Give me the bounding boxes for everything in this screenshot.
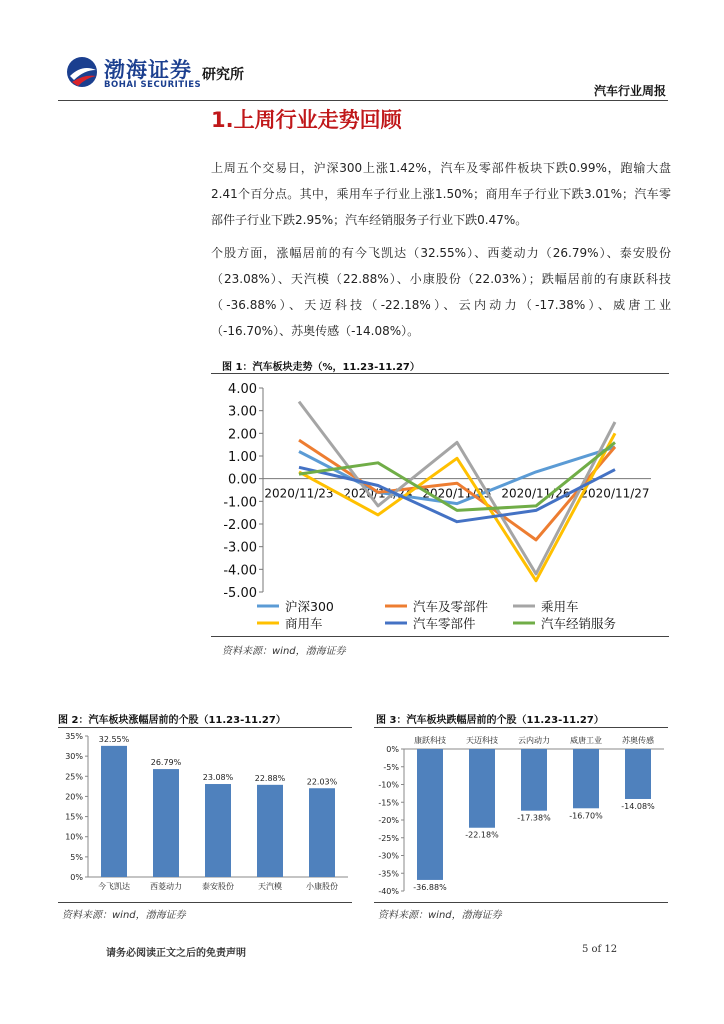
y-tick-label: 0.00 [228,472,257,488]
figure3-caption: 图 3：汽车板块跌幅居前的个股（11.23-11.27） [376,715,604,726]
data-label: 22.88% [254,773,286,783]
y-tick-label: 0% [70,873,83,882]
figure1-caption: 图 1：汽车板块走势（%，11.23-11.27） [222,362,420,373]
y-tick-label: 0% [386,745,399,754]
category-label: 小康股份 [306,882,338,891]
bar [469,749,495,828]
category-label: 云内动力 [518,736,550,745]
y-tick-label: 20% [65,792,83,802]
x-tick-label: 2020/11/25 [422,486,492,501]
y-tick-label: -25% [378,833,399,843]
x-tick-label: 2020/11/24 [343,486,413,501]
y-tick-label: 1.00 [228,450,257,465]
bar [257,785,283,877]
y-tick-label: -4.00 [223,563,257,579]
y-tick-label: 25% [65,772,83,782]
figure3-source: 资料来源：wind，渤海证券 [378,910,502,921]
y-tick-label: -5.00 [223,586,257,601]
logo-cn-text: 渤海证券 [104,57,192,82]
bar [101,746,127,877]
data-label: -14.08% [621,801,655,811]
data-label: 22.03% [306,777,338,787]
paragraph-market: 上周五个交易日，沪深300上涨1.42%，汽车及零部件板块下跌0.99%，跑输大盘2.41个百分点。其中，乘用车子行业上涨1.50%；商用车子行业下跌3.01%；汽车零部件子行业下跌2.95%；汽车经销服务子行业下跌0.47%。 [211,161,671,227]
y-tick-label: 2.00 [228,427,257,443]
bar [309,788,335,877]
category-label: 苏奥传感 [622,736,654,745]
x-tick-label: 2020/11/27 [580,486,650,501]
legend-label: 汽车及零部件 [413,599,489,614]
figure2-bottom-line [58,902,352,903]
legend-label: 沪深300 [285,599,334,614]
y-tick-label: -10% [378,780,399,790]
legend-label: 乘用车 [541,599,579,614]
y-tick-label: -2.00 [223,518,257,533]
data-label: 32.55% [98,734,130,744]
y-tick-label: 4.00 [228,382,257,397]
category-label: 威唐工业 [570,736,602,745]
legend-label: 汽车零部件 [413,616,476,631]
y-tick-label: -20% [378,816,399,825]
category-label: 西菱动力 [150,882,182,891]
bar [521,749,547,811]
category-label: 天汽模 [258,882,282,891]
y-tick-label: 5% [70,852,83,862]
bohai-logo-icon [66,56,98,88]
y-tick-label: 30% [65,752,83,762]
data-label: -22.18% [465,830,499,840]
data-label: -16.70% [569,811,603,821]
y-tick-label: -40% [378,887,399,896]
y-tick-label: -35% [378,869,399,879]
figure2-caption: 图 2：汽车板块涨幅居前的个股（11.23-11.27） [58,715,286,726]
logo-en-text: BOHAI SECURITIES [104,80,202,90]
figure1-caption-line [211,373,669,374]
section-title: 1.上周行业走势回顾 [211,108,402,132]
legend-label: 汽车经销服务 [541,616,617,631]
losers-bar-chart [374,728,668,900]
category-label: 泰安股份 [202,882,234,891]
data-label: 23.08% [202,773,234,783]
y-tick-label: 35% [65,732,83,741]
institute-name: 研究所 [202,67,244,83]
data-label: -36.88% [413,882,447,892]
bar [417,749,443,880]
bar [625,749,651,799]
figure2-source: 资料来源：wind，渤海证券 [62,910,186,921]
line-chart [211,376,669,634]
page-number: 5 of 12 [582,944,618,955]
gainers-bar-chart [58,728,352,900]
x-tick-label: 2020/11/23 [264,486,334,501]
category-label: 康跃科技 [414,736,446,745]
category-label: 今飞凯达 [98,882,130,891]
y-tick-label: 10% [65,832,83,842]
x-tick-label: 2020/11/26 [501,486,571,501]
header-divider [58,100,668,101]
category-label: 天迈科技 [466,736,498,745]
y-tick-label: -5% [383,762,399,772]
legend-label: 商用车 [285,616,323,631]
bar [573,749,599,808]
y-tick-label: 3.00 [228,404,257,420]
figure3-bottom-line [374,902,668,903]
data-label: -17.38% [517,813,551,823]
y-tick-label: 15% [65,812,83,822]
bar [205,784,231,877]
figure1-bottom-line [211,636,669,637]
figure1-source: 资料来源：wind，渤海证券 [222,646,346,657]
data-label: 26.79% [150,758,182,768]
report-type: 汽车行业周报 [593,84,666,98]
paragraph-stocks: 个股方面，涨幅居前的有今飞凯达（32.55%）、西菱动力（26.79%）、泰安股份（23.08%）、天汽模（22.88%）、小康股份（22.03%）；跌幅居前的有康跃科技（-36.88%）、天迈科技（-22.18%）、云内动力（-17.38%）、威唐工业（-16.70%）、苏奥传感（-14.08%）。 [211,246,671,338]
y-tick-label: -1.00 [223,495,257,511]
bar [153,769,179,877]
y-tick-label: -30% [378,851,399,861]
series-line [299,433,615,580]
y-tick-label: -3.00 [223,540,257,556]
y-tick-label: -15% [378,798,399,808]
footer-disclaimer: 请务必阅读正文之后的免责声明 [106,948,246,959]
